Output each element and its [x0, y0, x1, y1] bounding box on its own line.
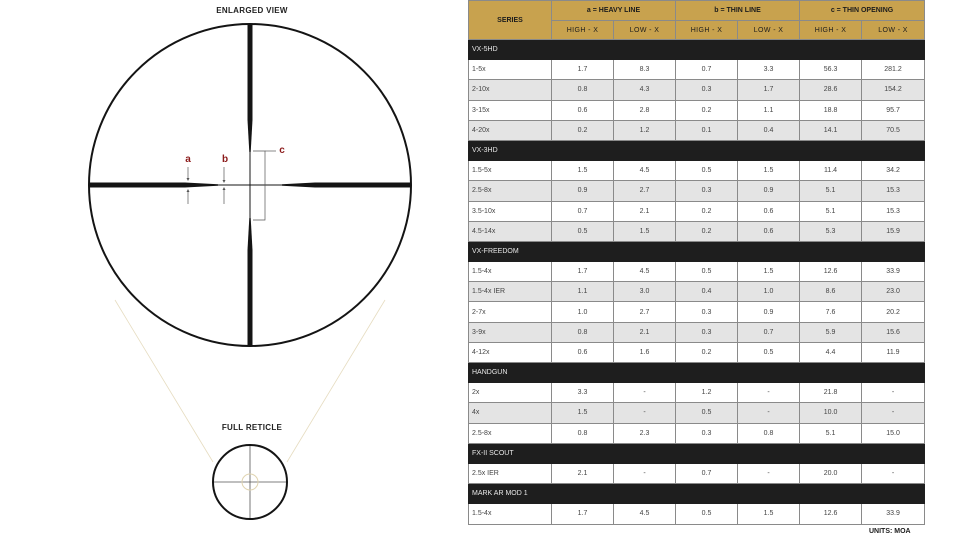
series-group-row	[469, 484, 925, 504]
magnification-cell: 1-5x	[469, 60, 552, 80]
value-cell: 0.2	[552, 120, 614, 140]
value-cell: 0.2	[676, 342, 738, 362]
magnification-cell: 2.5-8x	[469, 181, 552, 201]
table-row	[469, 423, 925, 443]
value-cell: 23.0	[862, 282, 925, 302]
value-cell: -	[614, 403, 676, 423]
value-cell: 154.2	[862, 80, 925, 100]
value-cell: 1.5	[552, 161, 614, 181]
value-cell: -	[614, 383, 676, 403]
value-cell: 0.3	[676, 322, 738, 342]
reticle-dimensions-table	[468, 0, 925, 525]
value-cell: 4.5	[614, 161, 676, 181]
value-cell: 34.2	[862, 161, 925, 181]
value-cell: 2.3	[614, 423, 676, 443]
table-row	[469, 221, 925, 241]
subheader-low: LOW - X	[738, 21, 800, 40]
value-cell: 1.1	[552, 282, 614, 302]
value-cell: 0.5	[676, 161, 738, 181]
reticle-diagram	[0, 0, 470, 550]
value-cell: 0.3	[676, 302, 738, 322]
top-heavy-arm	[248, 25, 253, 152]
series-group-name: VX-3HD	[469, 140, 925, 160]
value-cell: 0.8	[552, 423, 614, 443]
value-cell: 3.3	[552, 383, 614, 403]
value-cell: 11.4	[800, 161, 862, 181]
value-cell: 1.5	[738, 504, 800, 524]
table-body	[469, 40, 925, 525]
value-cell: 0.5	[676, 262, 738, 282]
subheader-high: HIGH - X	[552, 21, 614, 40]
magnification-cell: 1.5-4x	[469, 504, 552, 524]
series-group-name: VX-5HD	[469, 40, 925, 60]
table-row	[469, 302, 925, 322]
value-cell: -	[738, 383, 800, 403]
value-cell: 0.7	[676, 60, 738, 80]
value-cell: -	[738, 403, 800, 423]
magnification-cell: 2-7x	[469, 302, 552, 322]
value-cell: -	[862, 383, 925, 403]
value-cell: 0.9	[738, 181, 800, 201]
magnification-cell: 1.5-4x IER	[469, 282, 552, 302]
magnification-cell: 1.5-5x	[469, 161, 552, 181]
table-header	[469, 1, 925, 40]
value-cell: 1.1	[738, 100, 800, 120]
value-cell: 0.2	[676, 100, 738, 120]
value-cell: 2.1	[614, 322, 676, 342]
value-cell: 0.7	[738, 322, 800, 342]
value-cell: 15.0	[862, 423, 925, 443]
value-cell: 0.8	[552, 80, 614, 100]
table-row	[469, 342, 925, 362]
table-row	[469, 262, 925, 282]
value-cell: 10.0	[800, 403, 862, 423]
table-row	[469, 60, 925, 80]
value-cell: 0.3	[676, 181, 738, 201]
value-cell: 0.9	[738, 302, 800, 322]
marker-c-label: c	[279, 145, 285, 156]
magnification-cell: 1.5-4x	[469, 262, 552, 282]
magnification-cell: 3-15x	[469, 100, 552, 120]
table-row	[469, 383, 925, 403]
value-cell: 11.9	[862, 342, 925, 362]
value-cell: 70.5	[862, 120, 925, 140]
magnification-cell: 4-12x	[469, 342, 552, 362]
value-cell: 15.3	[862, 201, 925, 221]
series-group-name: HANDGUN	[469, 363, 925, 383]
value-cell: 0.7	[552, 201, 614, 221]
value-cell: 12.6	[800, 504, 862, 524]
value-cell: 4.3	[614, 80, 676, 100]
value-cell: 2.1	[614, 201, 676, 221]
value-cell: 0.9	[552, 181, 614, 201]
value-cell: 21.8	[800, 383, 862, 403]
value-cell: 28.6	[800, 80, 862, 100]
value-cell: 2.8	[614, 100, 676, 120]
marker-a-label: a	[185, 154, 191, 165]
subheader-high: HIGH - X	[800, 21, 862, 40]
value-cell: 8.6	[800, 282, 862, 302]
value-cell: -	[738, 463, 800, 483]
table-row	[469, 100, 925, 120]
value-cell: -	[614, 463, 676, 483]
value-cell: 1.5	[738, 161, 800, 181]
series-header: SERIES	[469, 1, 552, 40]
value-cell: 15.6	[862, 322, 925, 342]
value-cell: 18.8	[800, 100, 862, 120]
magnification-cell: 4-20x	[469, 120, 552, 140]
value-cell: 281.2	[862, 60, 925, 80]
series-group-row	[469, 140, 925, 160]
value-cell: 0.7	[676, 463, 738, 483]
series-group-name: FX-II SCOUT	[469, 443, 925, 463]
subheader-low: LOW - X	[614, 21, 676, 40]
value-cell: 0.3	[676, 80, 738, 100]
value-cell: 0.2	[676, 201, 738, 221]
value-cell: 0.6	[738, 201, 800, 221]
value-cell: 0.5	[738, 342, 800, 362]
value-cell: 1.0	[738, 282, 800, 302]
value-cell: 12.6	[800, 262, 862, 282]
magnification-cell: 4.5-14x	[469, 221, 552, 241]
table-row	[469, 403, 925, 423]
value-cell: 4.5	[614, 504, 676, 524]
value-cell: 1.5	[738, 262, 800, 282]
units-note: UNITS: MOA	[869, 528, 911, 535]
magnification-cell: 2x	[469, 383, 552, 403]
series-group-name: MARK AR MOD 1	[469, 484, 925, 504]
value-cell: 2.7	[614, 302, 676, 322]
series-group-row	[469, 241, 925, 261]
table-row	[469, 80, 925, 100]
value-cell: 0.4	[676, 282, 738, 302]
table-row	[469, 504, 925, 524]
subheader-high: HIGH - X	[676, 21, 738, 40]
value-cell: 2.7	[614, 181, 676, 201]
value-cell: 5.1	[800, 423, 862, 443]
value-cell: 0.8	[738, 423, 800, 443]
magnification-cell: 2-10x	[469, 80, 552, 100]
value-cell: 4.5	[614, 262, 676, 282]
magnification-cell: 2.5-8x	[469, 423, 552, 443]
table-row	[469, 181, 925, 201]
value-cell: -	[862, 463, 925, 483]
value-cell: 1.7	[738, 80, 800, 100]
bottom-heavy-arm	[248, 218, 253, 345]
value-cell: 7.6	[800, 302, 862, 322]
value-cell: 15.9	[862, 221, 925, 241]
value-cell: 1.7	[552, 504, 614, 524]
value-cell: 14.1	[800, 120, 862, 140]
value-cell: 5.1	[800, 181, 862, 201]
table-row	[469, 161, 925, 181]
value-cell: 1.2	[614, 120, 676, 140]
value-cell: 56.3	[800, 60, 862, 80]
value-cell: 1.7	[552, 60, 614, 80]
value-cell: 2.1	[552, 463, 614, 483]
value-cell: 1.5	[552, 403, 614, 423]
value-cell: 1.6	[614, 342, 676, 362]
marker-b-label: b	[221, 154, 229, 165]
table-row	[469, 463, 925, 483]
value-cell: 1.0	[552, 302, 614, 322]
value-cell: 3.3	[738, 60, 800, 80]
value-cell: 0.6	[552, 342, 614, 362]
series-group-row	[469, 40, 925, 60]
enlarged-view-title: ENLARGED VIEW	[216, 6, 288, 15]
value-cell: 0.6	[552, 100, 614, 120]
value-cell: 20.0	[800, 463, 862, 483]
value-cell: -	[862, 403, 925, 423]
value-cell: 20.2	[862, 302, 925, 322]
value-cell: 3.0	[614, 282, 676, 302]
table-row	[469, 322, 925, 342]
value-cell: 1.2	[676, 383, 738, 403]
magnification-cell: 3-9x	[469, 322, 552, 342]
group-header-thin-line: b = THIN LINE	[676, 1, 800, 21]
value-cell: 0.4	[738, 120, 800, 140]
series-group-row	[469, 443, 925, 463]
subheader-low: LOW - X	[862, 21, 925, 40]
value-cell: 5.9	[800, 322, 862, 342]
value-cell: 0.6	[738, 221, 800, 241]
value-cell: 1.5	[614, 221, 676, 241]
table-row	[469, 120, 925, 140]
reticle-diagram-svg	[0, 0, 470, 550]
value-cell: 33.9	[862, 504, 925, 524]
magnification-cell: 4x	[469, 403, 552, 423]
value-cell: 0.5	[676, 403, 738, 423]
value-cell: 0.2	[676, 221, 738, 241]
value-cell: 1.7	[552, 262, 614, 282]
value-cell: 33.9	[862, 262, 925, 282]
value-cell: 8.3	[614, 60, 676, 80]
table-row	[469, 282, 925, 302]
value-cell: 95.7	[862, 100, 925, 120]
value-cell: 0.8	[552, 322, 614, 342]
series-group-row	[469, 363, 925, 383]
value-cell: 5.1	[800, 201, 862, 221]
value-cell: 0.5	[676, 504, 738, 524]
value-cell: 0.5	[552, 221, 614, 241]
table-row	[469, 201, 925, 221]
value-cell: 5.3	[800, 221, 862, 241]
value-cell: 4.4	[800, 342, 862, 362]
magnification-cell: 2.5x IER	[469, 463, 552, 483]
magnification-cell: 3.5-10x	[469, 201, 552, 221]
value-cell: 15.3	[862, 181, 925, 201]
group-header-thin-opening: c = THIN OPENING	[800, 1, 925, 21]
value-cell: 0.3	[676, 423, 738, 443]
group-header-heavy-line: a = HEAVY LINE	[552, 1, 676, 21]
value-cell: 0.1	[676, 120, 738, 140]
full-reticle-title: FULL RETICLE	[221, 423, 283, 432]
series-group-name: VX-FREEDOM	[469, 241, 925, 261]
